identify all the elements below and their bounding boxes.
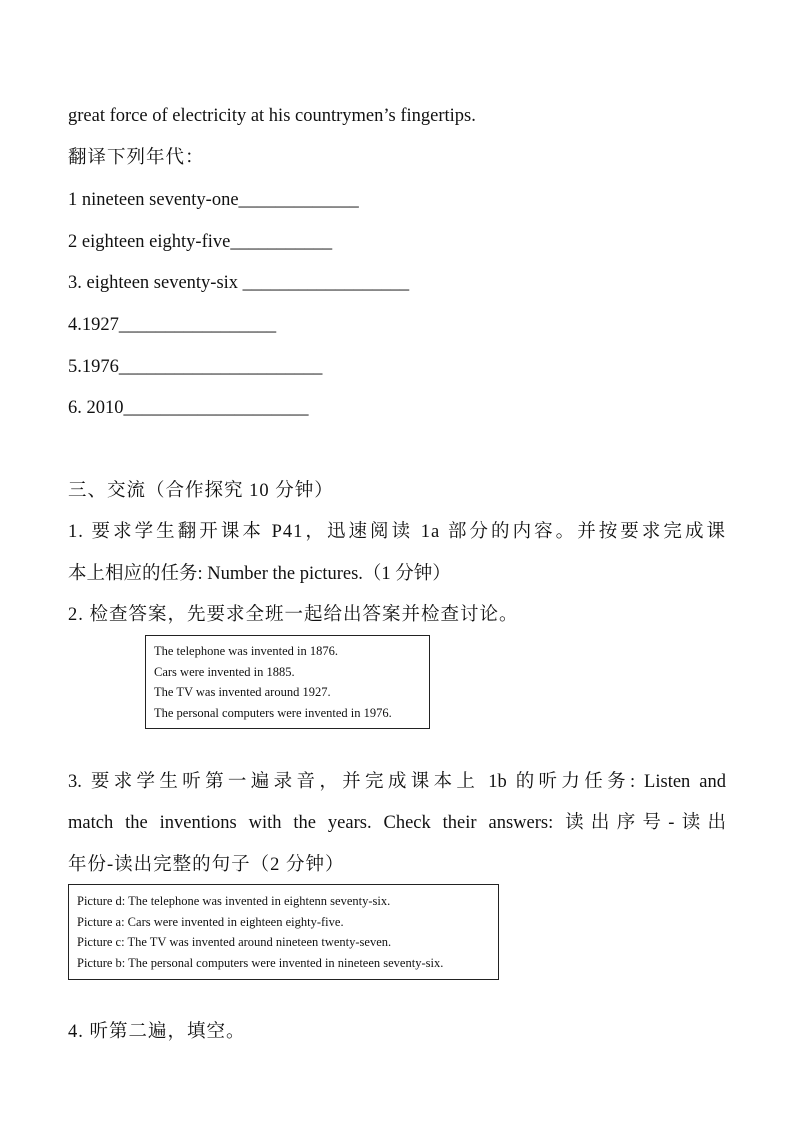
year-item-3: 3. eighteen seventy-six __________________ bbox=[68, 273, 410, 293]
task1-line1: 1. 要求学生翻开课本 P41，迅速阅读 1a 部分的内容。并按要求完成课 bbox=[68, 522, 726, 542]
task4-text: 4. 听第二遍，填空。 bbox=[68, 1022, 246, 1042]
task3-line1: 3. 要求学生听第一遍录音，并完成课本上 1b 的听力任务: Listen and bbox=[68, 772, 726, 792]
year-item-4: 4.1927_________________ bbox=[68, 315, 277, 335]
task2-text: 2. 检查答案，先要求全班一起给出答案并检查讨论。 bbox=[68, 605, 519, 625]
task3-line2: match the inventions with the years. Check their answers: 读出序号-读出 bbox=[68, 813, 726, 833]
answer-line: Picture b: The personal computers were invented in nineteen seventy-six. bbox=[77, 955, 444, 970]
answer-line: Cars were invented in 1885. bbox=[154, 664, 295, 679]
answer-line: The telephone was invented in 1876. bbox=[154, 644, 338, 658]
year-item-2: 2 eighteen eighty-five___________ bbox=[68, 232, 333, 252]
translate-heading: 翻译下列年代： bbox=[68, 148, 205, 168]
year-item-6: 6. 2010____________________ bbox=[68, 398, 309, 418]
year-item-5: 5.1976______________________ bbox=[68, 357, 323, 377]
section-heading: 三、交流（合作探究 10 分钟） bbox=[68, 481, 334, 501]
answer-line: The personal computers were invented in 1976. bbox=[154, 705, 392, 720]
task1-line2: 本上相应的任务: Number the pictures.（1 分钟） bbox=[68, 564, 451, 584]
answer-box-2 bbox=[68, 884, 499, 980]
answer-line: Picture c: The TV was invented around nineteen twenty-seven. bbox=[77, 935, 392, 949]
answer-line: Picture d: The telephone was invented in eightenn seventy-six. bbox=[77, 894, 391, 908]
answer-line: The TV was invented around 1927. bbox=[154, 685, 331, 699]
answer-line: Picture a: Cars were invented in eighteen eighty-five. bbox=[77, 914, 344, 929]
task3-line3: 年份-读出完整的句子（2 分钟） bbox=[68, 855, 345, 875]
year-item-1: 1 nineteen seventy-one_____________ bbox=[68, 190, 359, 210]
answer-box-1 bbox=[145, 635, 430, 729]
intro-sentence: great force of electricity at his countrymen’s fingertips. bbox=[68, 106, 476, 126]
